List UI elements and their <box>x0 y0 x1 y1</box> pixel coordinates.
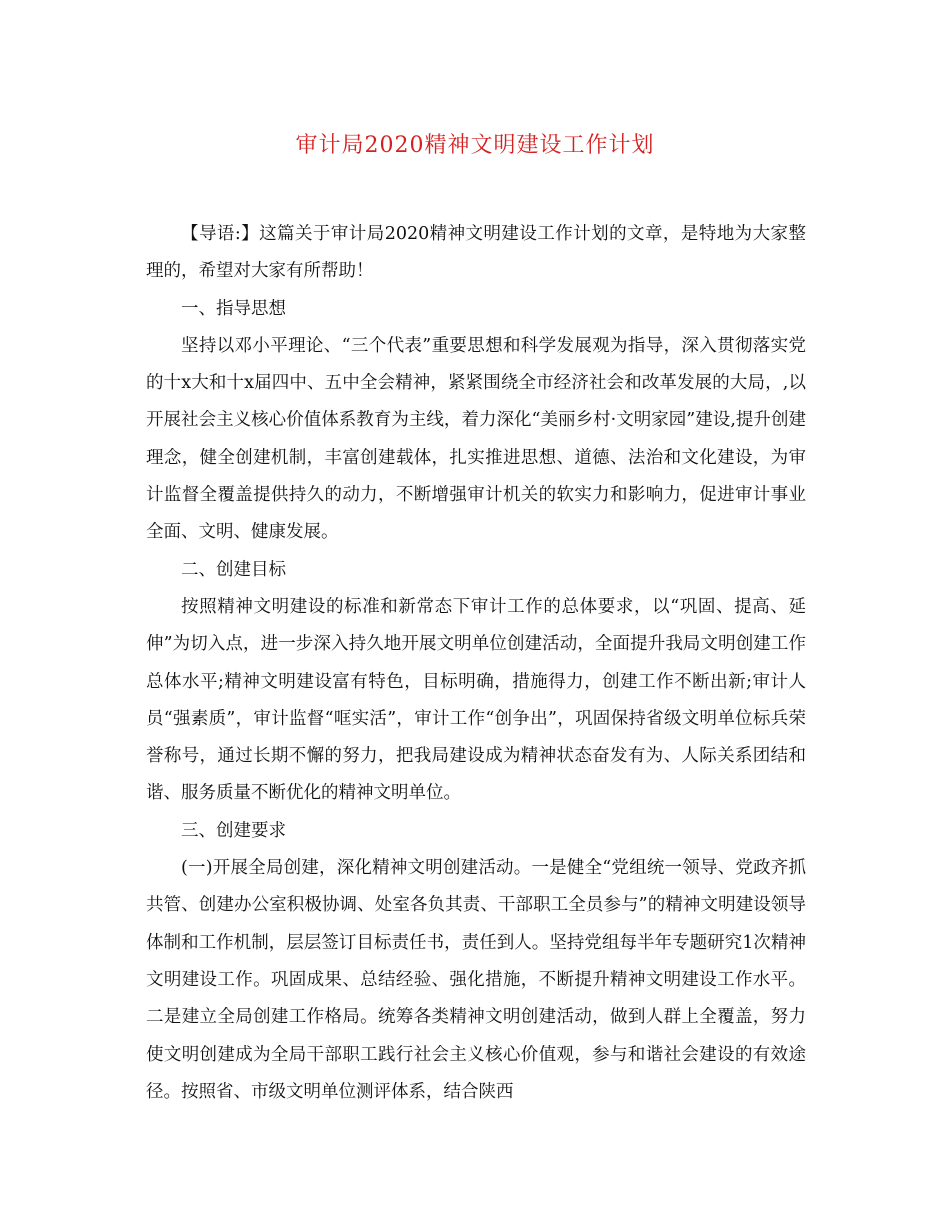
document-title: 审计局2020精神文明建设工作计划 <box>295 133 655 158</box>
document-body <box>146 216 806 1111</box>
section-heading-goals: 二、创建目标 <box>181 559 286 580</box>
body-paragraph: 按照精神文明建设的标准和新常态下审计工作的总体要求，以“巩固、提高、延伸”为切入点，进一步深入持久地开展文明单位创建活动，全面提升我局文明创建工作总体水平;精神文明建设富有特色，目标明确，措施得力，创建工作不断出新;审计人员“强素质”，审计监督“哐实活”，审计工作“创争出”，巩固保持省级文明单位标兵荣誉称号，通过长期不懈的努力，把我局建设成为精神状态奋发有为、人际关系团结和谐、服务质量不断优化的精神文明单位。 <box>146 596 806 804</box>
intro-paragraph: 【导语:】这篇关于审计局2020精神文明建设工作计划的文章，是特地为大家整理的，希望对大家有所帮助！ <box>146 224 806 282</box>
body-paragraph: 坚持以邓小平理论、“三个代表”重要思想和科学发展观为指导，深入贯彻落实党的十x大和十x届四中、五中全会精神，紧紧围绕全市经济社会和改革发展的大局，,以开展社会主义核心价值体系教育为主线，着力深化“美丽乡村·文明家园”建设,提升创建理念，健全创建机制，丰富创建载体，扎实推进思想、道德、法治和文化建设，为审计监督全覆盖提供持久的动力，不断增强审计机关的软实力和影响力，促进审计事业全面、文明、健康发展。 <box>146 335 806 543</box>
section-heading-guiding-ideology: 一、指导思想 <box>181 298 286 319</box>
section-heading-requirements: 三、创建要求 <box>181 820 286 841</box>
body-paragraph: (一)开展全局创建，深化精神文明创建活动。一是健全“党组统一领导、党政齐抓共管、创建办公室积极协调、处室各负其责、干部职工全员参与”的精神文明建设领导体制和工作机制，层层签订目标责任书，责任到人。坚持党组每半年专题研究1次精神文明建设工作。巩固成果、总结经验、强化措施，不断提升精神文明建设工作水平。二是建立全局创建工作格局。统筹各类精神文明创建活动，做到人群上全覆盖，努力使文明创建成为全局干部职工践行社会主义核心价值观，参与和谐社会建设的有效途径。按照省、市级文明单位测评体系，结合陕西 <box>146 858 806 1102</box>
